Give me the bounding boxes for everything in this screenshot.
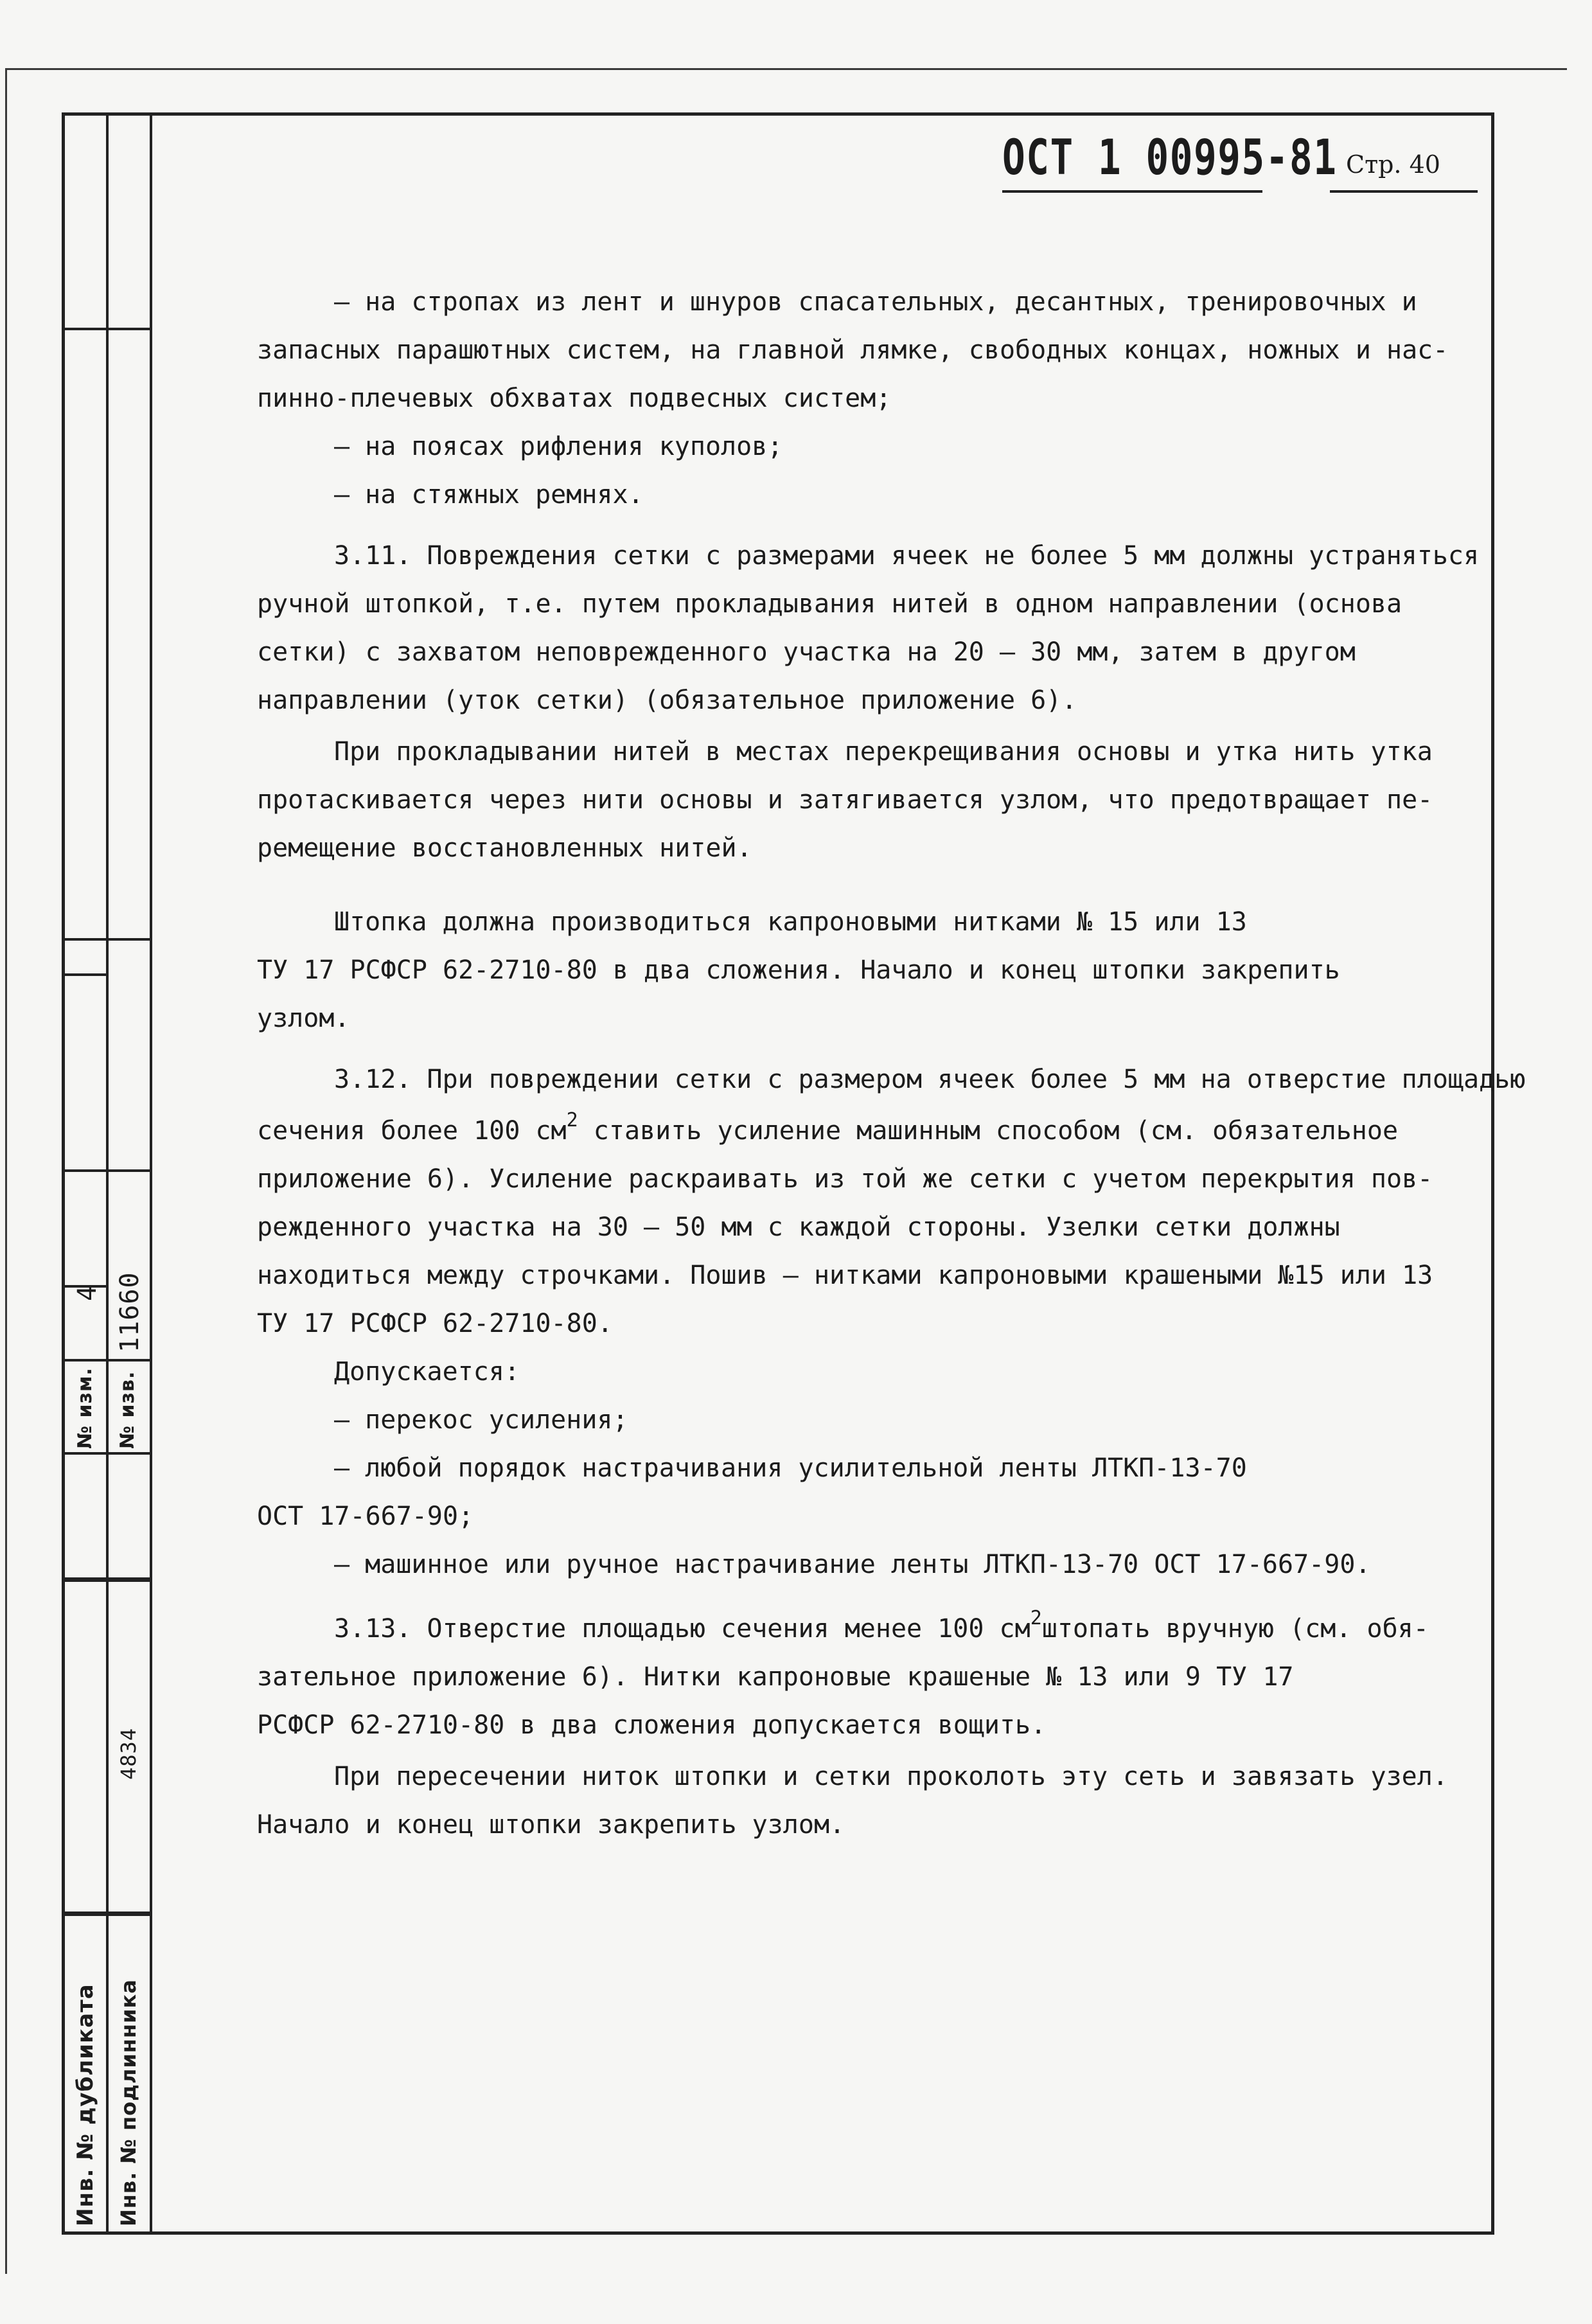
duplicate-inv-label: Инв. № дубликата — [73, 1983, 98, 2226]
side-divider — [65, 1359, 150, 1362]
text-line: – на поясах рифления куполов; — [334, 432, 783, 461]
notice-no-label: № изв. — [116, 1370, 139, 1449]
side-divider — [65, 1452, 150, 1455]
text-line: – на стропах из лент и шнуров спасательных, десантных, тренировочных и — [334, 287, 1417, 317]
text-line: зательное приложение 6). Нитки капроновые крашеные № 13 или 9 ТУ 17 — [257, 1662, 1294, 1692]
side-divider — [65, 973, 106, 976]
rev-no-label: № изм. — [74, 1367, 96, 1449]
side-divider — [65, 1577, 150, 1582]
text-line: сетки) с захватом неповрежденного участка на 20 – 30 мм, затем в другом — [257, 637, 1356, 667]
notice-no: 11660 — [115, 1272, 145, 1353]
text-line: Начало и конец штопки закрепить узлом. — [257, 1810, 845, 1840]
text-line: приложение 6). Усиление раскраивать из той же сетки с учетом перекрытия пов- — [257, 1164, 1433, 1194]
text-line: ручной штопкой, т.е. путем прокладывания нитей в одном направлении (основа — [257, 589, 1402, 619]
side-divider — [65, 938, 150, 941]
text-line: 3.13. Отверстие площадью сечения менее 100 $см^2штопать$ вручную (см. обя- — [334, 1606, 1429, 1644]
text-line: запасных парашютных систем, на главной лямке, свободных концах, ножных и нас- — [257, 335, 1449, 365]
text-line: При пересечении ниток штопки и сетки проколоть эту сеть и завязать узел. — [334, 1762, 1448, 1791]
text-line: ОСТ 17-667-90; — [257, 1502, 474, 1531]
side-divider — [65, 1912, 150, 1916]
page-number: Стр. 40 — [1346, 150, 1440, 179]
document-code: ОСТ 1 00995-81 — [1002, 129, 1338, 186]
text-line: ремещение восстановленных нитей. — [257, 833, 752, 863]
text-line: ТУ 17 РСФСР 62-2710-80. — [257, 1309, 613, 1338]
page-underline — [1330, 190, 1478, 193]
rev-no: 4 — [73, 1284, 102, 1301]
text-line: находиться между строчками. Пошив – нитками капроновыми крашеными №15 или 13 — [257, 1261, 1433, 1290]
text-line: – машинное или ручное настрачивание ленты ЛТКП-13-70 ОСТ 17-667-90. — [334, 1550, 1371, 1579]
text-line: 3.12. При повреждении сетки с размером ячеек более 5 мм на отверстие площадью — [334, 1065, 1526, 1094]
text-line: режденного участка на 30 – 50 мм с каждой стороны. Узелки сетки должны — [257, 1212, 1340, 1242]
text-line: направлении (уток сетки) (обязательное приложение 6). — [257, 686, 1077, 715]
text-line: сечения более 100 $см^2$ ставить усиление машинным способом (см. обязательное — [257, 1108, 1399, 1146]
header-underline — [1002, 190, 1262, 193]
text-line: пинно-плечевых обхватах подвесных систем; — [257, 384, 892, 413]
text-line: – перекос усиления; — [334, 1405, 628, 1435]
original-inv-label: Инв. № подлинника — [116, 1979, 141, 2226]
text-line: узлом. — [257, 1004, 350, 1033]
text-line: – любой порядок настрачивания усилительной ленты ЛТКП-13-70 — [334, 1453, 1247, 1483]
side-divider — [65, 1169, 150, 1172]
text-line: протаскивается через нити основы и затягивается узлом, что предотвращает пе- — [257, 785, 1433, 815]
text-line: Штопка должна производиться капроновыми нитками № 15 или 13 — [334, 907, 1247, 937]
text-line: Допускается: — [334, 1357, 520, 1387]
text-line: ТУ 17 РСФСР 62-2710-80 в два сложения. Начало и конец штопки закрепить — [257, 955, 1340, 985]
original-inv-number: 4834 — [116, 1727, 141, 1780]
text-line: При прокладывании нитей в местах перекрещивания основы и утка нить утка — [334, 737, 1433, 767]
superscript: 2 — [566, 1108, 578, 1131]
text-line: – на стяжных ремнях. — [334, 480, 644, 510]
text-line: 3.11. Повреждения сетки с размерами ячеек не более 5 мм должны устраняться — [334, 541, 1480, 571]
text-line: РСФСР 62-2710-80 в два сложения допускается вощить. — [257, 1710, 1047, 1740]
superscript: 2 — [1030, 1606, 1042, 1629]
side-divider — [65, 328, 150, 330]
